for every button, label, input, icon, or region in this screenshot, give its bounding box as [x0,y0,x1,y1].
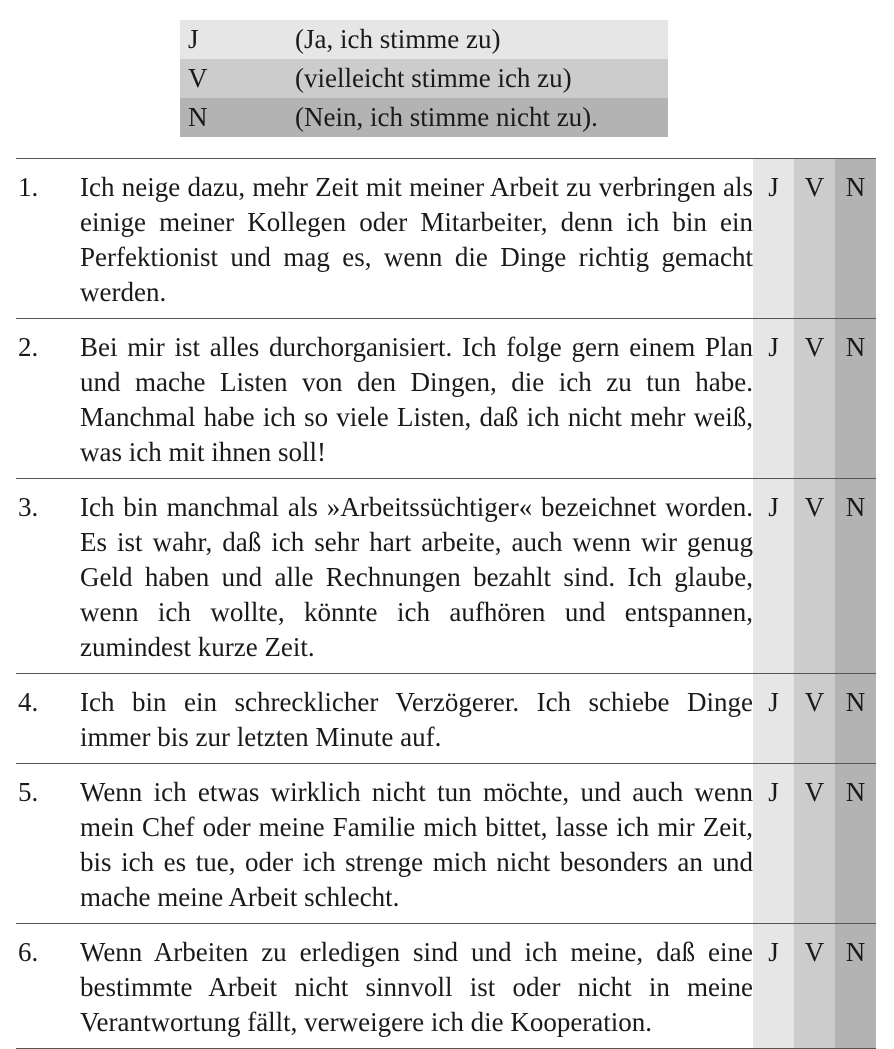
questionnaire-table [16,158,876,1049]
option-n[interactable]: N [835,319,876,478]
question-number: 2. [18,332,39,362]
question-number: 6. [18,937,39,967]
option-n[interactable]: N [835,479,876,673]
legend-row-ja [180,20,668,59]
legend-key: V [188,63,208,93]
question-row [16,674,876,764]
question-text: Wenn Arbeiten zu erledigen sind und ich meine, daß eine bestimmte Arbeit nicht sinnvoll ist oder nicht in meine Verantwortung fällt, verweigere ich die Kooperation. [80,937,753,1037]
question-row [16,479,876,674]
option-j[interactable]: J [753,159,794,318]
legend-row-nein [180,98,668,137]
option-n[interactable]: N [835,924,876,1048]
option-j[interactable]: J [753,479,794,673]
option-v[interactable]: V [794,674,835,763]
legend-key: N [188,102,208,132]
question-text: Ich bin manchmal als »Arbeitssüchtiger« bezeichnet worden. Es ist wahr, daß ich sehr hart arbeite, auch wenn wir genug Geld haben und alle Rechnungen bezahlt sind. Ich glaube, wenn ich wollte, könnte ich aufhören und entspannen, zumindest kurze Zeit. [80,492,753,662]
question-row [16,319,876,479]
question-row [16,764,876,924]
option-j[interactable]: J [753,674,794,763]
option-n[interactable]: N [835,674,876,763]
legend-key: J [188,24,199,54]
option-j[interactable]: J [753,319,794,478]
option-n[interactable]: N [835,159,876,318]
question-text: Wenn ich etwas wirklich nicht tun möchte, und auch wenn mein Chef oder meine Familie mich bittet, lasse ich mir Zeit, bis ich es tue, oder ich strenge mich nicht besonders an und mache meine Arbeit schlecht. [80,777,753,912]
option-v[interactable]: V [794,924,835,1048]
question-number: 4. [18,687,39,717]
option-v[interactable]: V [794,159,835,318]
legend-text: (Nein, ich stimme nicht zu). [295,102,598,132]
question-text: Bei mir ist alles durchorganisiert. Ich folge gern einem Plan und mache Listen von den Dingen, die ich zu tun habe. Manchmal habe ich so viele Listen, daß ich nicht mehr weiß, was ich mit ihnen soll! [80,332,753,467]
legend-row-vielleicht [180,59,668,98]
answer-legend [180,20,668,137]
question-row [16,924,876,1049]
legend-text: (vielleicht stimme ich zu) [295,63,572,93]
question-number: 1. [18,172,39,202]
legend-text: (Ja, ich stimme zu) [295,24,501,54]
question-number: 3. [18,492,39,522]
option-j[interactable]: J [753,764,794,923]
question-text: Ich neige dazu, mehr Zeit mit meiner Arbeit zu verbringen als einige meiner Kollegen oder Mitarbeiter, denn ich bin ein Perfektionist und mag es, wenn die Dinge richtig gemacht werden. [80,172,753,307]
option-j[interactable]: J [753,924,794,1048]
option-n[interactable]: N [835,764,876,923]
option-v[interactable]: V [794,479,835,673]
question-number: 5. [18,777,39,807]
option-v[interactable]: V [794,764,835,923]
question-row [16,159,876,319]
option-v[interactable]: V [794,319,835,478]
question-text: Ich bin ein schrecklicher Verzögerer. Ich schiebe Dinge immer bis zur letzten Minute auf. [80,687,753,752]
